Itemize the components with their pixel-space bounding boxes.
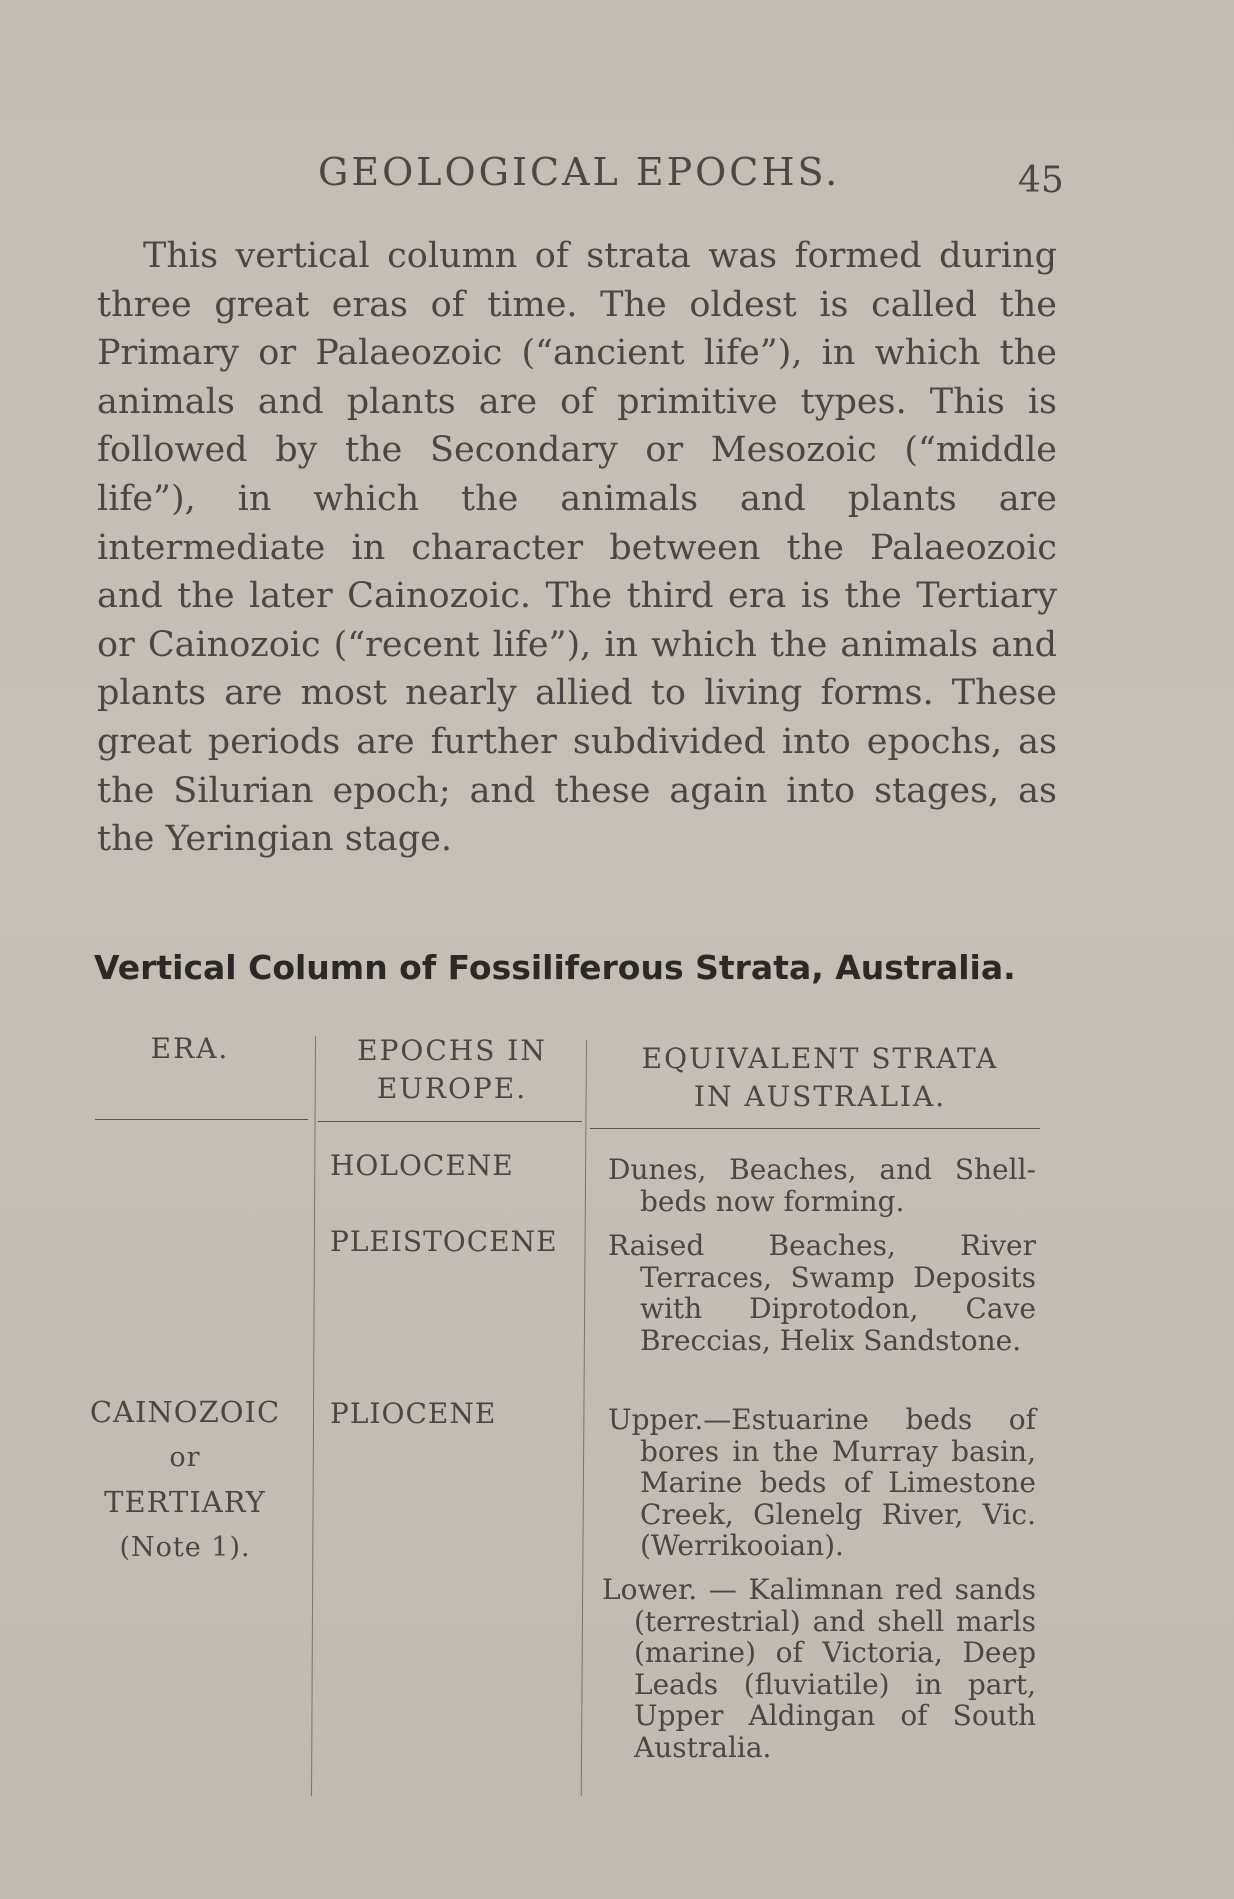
column-header-equivalent-line1: EQUIVALENT STRATA <box>641 1042 999 1075</box>
era-alt-name: TERTIARY <box>104 1485 266 1519</box>
running-head: GEOLOGICAL EPOCHS. <box>318 150 841 194</box>
header-rule-epochs <box>318 1121 582 1122</box>
column-header-equivalent-line2: IN AUSTRALIA. <box>693 1080 947 1113</box>
column-header-epochs-line1: EPOCHS IN <box>357 1034 547 1067</box>
epoch-pleistocene: PLEISTOCENE <box>330 1225 558 1258</box>
era-name: CAINOZOIC <box>89 1395 281 1429</box>
column-header-equivalent <box>590 1040 1050 1116</box>
era-note: (Note 1). <box>119 1532 251 1563</box>
table-title: Vertical Column of Fossiliferous Strata, Australia. <box>94 948 1016 987</box>
column-divider-right <box>581 1040 587 1796</box>
equivalent-holocene: Dunes, Beaches, and Shell-beds now forming. <box>608 1153 1036 1218</box>
epoch-pliocene: PLIOCENE <box>330 1397 497 1430</box>
equivalent-pliocene-lower: Lower. — Kalimnan red sands (terrestrial) and shell marls (marine) of Victoria, Deep Leads (fluviatile) in part, Upper Aldingan of South Australia. <box>602 1573 1036 1764</box>
equivalent-pliocene-upper: Upper.—Estuarine beds of bores in the Murray basin, Marine beds of Limestone Creek, Glenelg River, Vic. (Werrikooian). <box>608 1403 1036 1563</box>
column-header-epochs-line2: EUROPE. <box>376 1072 528 1105</box>
column-divider-left <box>311 1036 316 1796</box>
column-header-epochs <box>318 1032 586 1108</box>
era-or: or <box>169 1442 201 1473</box>
header-rule-era <box>95 1119 308 1120</box>
page-number: 45 <box>1018 160 1064 201</box>
epoch-holocene: HOLOCENE <box>330 1149 514 1182</box>
column-header-era-label: ERA. <box>150 1032 230 1065</box>
header-rule-equivalent <box>590 1128 1040 1129</box>
equivalent-pleistocene: Raised Beaches, River Terraces, Swamp Deposits with Diprotodon, Cave Breccias, Helix Sandstone. <box>608 1229 1036 1357</box>
era-cell <box>80 1390 290 1570</box>
intro-paragraph: This vertical column of strata was formed during three great eras of time. The oldest is called the Primary or Palaeozoic (“ancient life”), in which the animals and plants are of primitive types. This is followed by the Secondary or Mesozoic (“middle life”), in which the animals and plants are intermediate in character between the Palaeozoic and the later Cainozoic. The third era is the Tertiary or Cainozoic (“recent life”), in which the animals and plants are most nearly allied to living forms. These great periods are further subdivided into epochs, as the Silurian epoch; and these again into stages, as the Yeringian stage. <box>97 236 1057 860</box>
